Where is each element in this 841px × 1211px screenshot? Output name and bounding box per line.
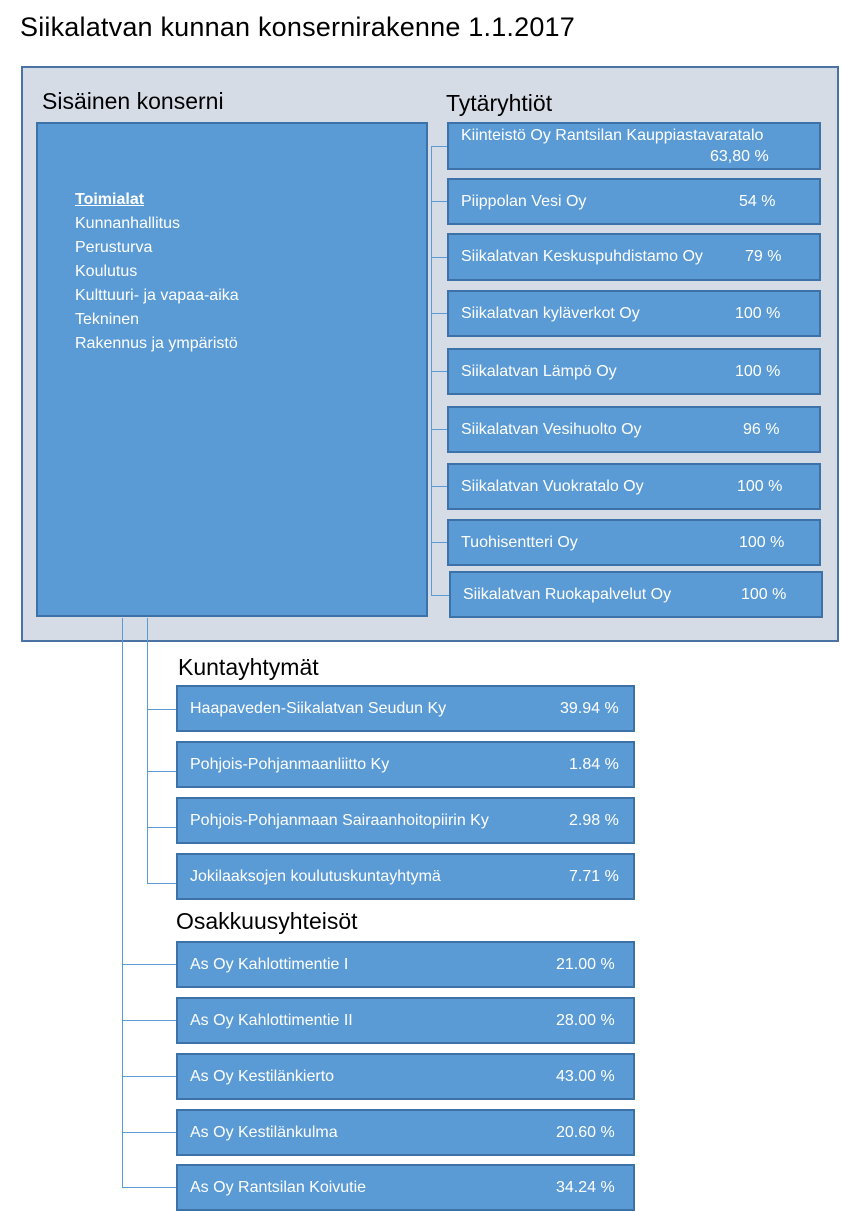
connector-tick xyxy=(431,429,448,430)
sector-item: Koulutus xyxy=(75,263,138,280)
connector-tick xyxy=(431,146,448,147)
housing-name: As Oy Rantsilan Koivutie xyxy=(190,1178,367,1196)
housing-pct: 28.00 % xyxy=(556,1011,615,1029)
subsidiary-pct: 79 % xyxy=(745,248,782,265)
subsidiary-pct: 100 % xyxy=(737,477,783,495)
housing-connector xyxy=(122,618,123,1188)
connector-tick xyxy=(147,709,177,710)
housing-name: As Oy Kahlottimentie II xyxy=(190,1011,353,1029)
connector-tick xyxy=(431,595,450,596)
connector-tick xyxy=(431,542,448,543)
connector-tick xyxy=(122,1132,177,1133)
connector-tick xyxy=(147,827,177,828)
connector-tick xyxy=(122,1187,177,1188)
subsidiary-box xyxy=(447,233,821,281)
connector-tick xyxy=(431,486,448,487)
federation-name: Pohjois-Pohjanmaan Sairaanhoitopiirin Ky xyxy=(190,811,489,829)
connector-tick xyxy=(431,313,448,314)
housing-name: As Oy Kestilänkierto xyxy=(190,1067,335,1085)
federation-pct: 2.98 % xyxy=(569,811,619,829)
connector-tick xyxy=(122,964,177,965)
federation-pct: 7.71 % xyxy=(569,867,619,885)
subsidiary-box xyxy=(447,406,821,453)
federations-connector xyxy=(147,618,148,884)
federation-box xyxy=(176,741,635,788)
federation-pct: 39.94 % xyxy=(560,699,619,717)
subsidiary-name: Siikalatvan Lämpö Oy xyxy=(461,362,617,380)
sector-item: Tekninen xyxy=(75,311,140,328)
sector-item: Kunnanhallitus xyxy=(75,215,180,232)
sector-item: Rakennus ja ympäristö xyxy=(75,335,238,352)
federation-box xyxy=(176,853,635,900)
subsidiary-name: Siikalatvan Ruokapalvelut Oy xyxy=(463,585,672,603)
subsidiary-name: Tuohisentteri Oy xyxy=(461,533,578,551)
subsidiary-pct: 54 % xyxy=(739,192,776,210)
housing-heading: Osakkuusyhteisöt xyxy=(176,908,358,934)
subsidiary-box xyxy=(447,178,821,225)
subsidiary-pct: 100 % xyxy=(739,533,785,551)
subsidiary-pct: 96 % xyxy=(743,420,780,438)
sectors-header: Toimialat xyxy=(75,191,145,208)
subsidiary-box xyxy=(447,348,821,395)
housing-box xyxy=(176,941,635,988)
connector-tick xyxy=(431,201,448,202)
subsidiary-box xyxy=(449,571,823,618)
connector-tick xyxy=(431,257,448,258)
housing-name: As Oy Kestilänkulma xyxy=(190,1123,338,1141)
housing-pct: 21.00 % xyxy=(556,955,615,973)
sector-item: Perusturva xyxy=(75,239,153,256)
federations-heading: Kuntayhtymät xyxy=(178,654,319,680)
subsidiaries-heading: Tytäryhtiöt xyxy=(446,90,553,116)
subsidiary-box xyxy=(447,463,821,510)
housing-name: As Oy Kahlottimentie I xyxy=(190,955,349,973)
housing-box xyxy=(176,1164,635,1211)
subsidiary-name: Kiinteistö Oy Rantsilan Kauppiastavaratalo xyxy=(461,127,764,144)
housing-pct: 43.00 % xyxy=(556,1067,615,1085)
subsidiary-name: Siikalatvan Vuokratalo Oy xyxy=(461,477,644,495)
internal-group-heading: Sisäinen konserni xyxy=(42,88,224,114)
housing-box xyxy=(176,1109,635,1156)
federation-box xyxy=(176,685,635,732)
connector-tick xyxy=(122,1076,177,1077)
connector-tick xyxy=(147,883,177,884)
housing-box xyxy=(176,1053,635,1100)
subsidiary-box xyxy=(447,519,821,566)
federation-name: Haapaveden-Siikalatvan Seudun Ky xyxy=(190,699,447,717)
subsidiary-pct: 63,80 % xyxy=(710,148,769,165)
sector-item: Kulttuuri- ja vapaa-aika xyxy=(75,287,239,304)
sectors-list xyxy=(75,188,239,356)
subsidiary-name: Siikalatvan Keskuspuhdistamo Oy xyxy=(461,248,703,265)
federation-name: Jokilaaksojen koulutuskuntayhtymä xyxy=(190,867,441,885)
subsidiary-box xyxy=(447,290,821,337)
housing-pct: 20.60 % xyxy=(556,1123,615,1141)
federation-pct: 1.84 % xyxy=(569,755,619,773)
connector-tick xyxy=(431,371,448,372)
connector-tick xyxy=(122,1020,177,1021)
subsidiary-box xyxy=(447,122,821,170)
diagram-title: Siikalatvan kunnan konsernirakenne 1.1.2017 xyxy=(20,12,575,42)
subsidiary-pct: 100 % xyxy=(741,585,787,603)
subsidiary-name: Piippolan Vesi Oy xyxy=(461,192,587,210)
housing-box xyxy=(176,997,635,1044)
subsidiary-name: Siikalatvan kyläverkot Oy xyxy=(461,304,640,322)
subsidiary-pct: 100 % xyxy=(735,362,781,380)
subsidiary-name: Siikalatvan Vesihuolto Oy xyxy=(461,420,642,438)
connector-tick xyxy=(147,771,177,772)
federation-box xyxy=(176,797,635,844)
subsidiary-pct: 100 % xyxy=(735,304,781,322)
housing-pct: 34.24 % xyxy=(556,1178,615,1196)
federation-name: Pohjois-Pohjanmaanliitto Ky xyxy=(190,755,390,773)
